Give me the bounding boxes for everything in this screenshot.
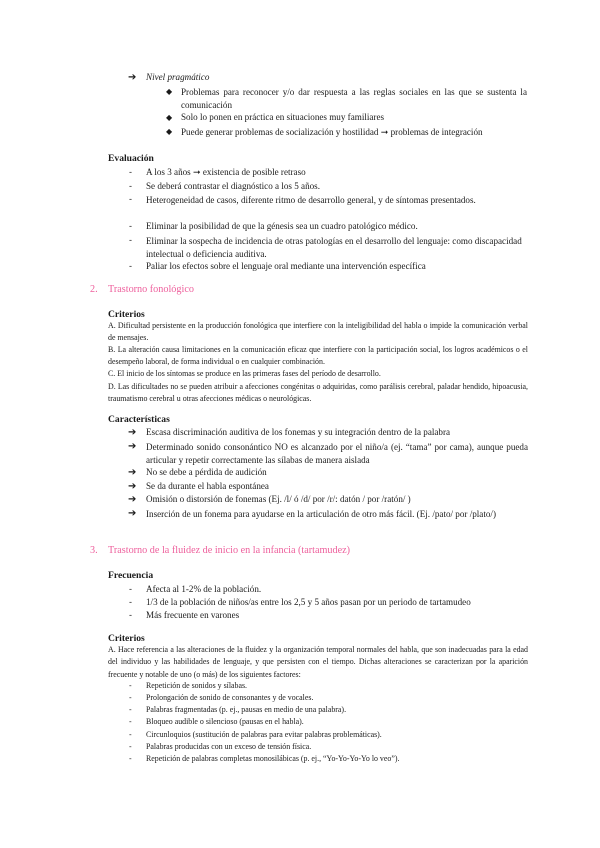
criterio-d: D. Las dificultades no se pueden atribuir a afecciones congénitas o adquiridas, como parálisis cerebral, paladar hendido, hipoacusia, traumatismo cerebral u otras afecciones médicas o neurológicas. [108, 382, 528, 404]
section-2-title: Trastorno fonológico [108, 284, 194, 295]
frecuencia-item-3: Más frecuente en varones [146, 610, 240, 620]
diamond-bullet-icon: ◆ [166, 127, 173, 136]
caracteristica-6: Inserción de un fonema para ayudarse en la articulación de otro más fácil. (Ej. /pato/ por /plato/) [146, 509, 496, 519]
dash-bullet: - [129, 754, 132, 763]
evaluacion-item-3: Heterogeneidad de casos, diferente ritmo de desarrollo general, y de síntomas presentados. [146, 195, 476, 205]
caracteristicas-heading: Características [108, 414, 170, 425]
dash-bullet: - [129, 261, 132, 271]
dash-bullet: - [129, 705, 132, 714]
frecuencia-item-1: Afecta al 1-2% de la población. [146, 584, 262, 594]
arrow-bullet-icon: ➔ [128, 441, 137, 452]
dash-bullet: - [129, 235, 132, 245]
arrow-bullet-icon: ➔ [128, 494, 137, 505]
section-3-criterio-a: A. Hace referencia a las alteraciones de la fluidez y la organización temporal normales del habla, que son inadecuadas para la edad del individuo y las habilidades de lenguaje, y que persisten con el tiempo. Dichas alteraciones se caracterizan por la aparición frecuente y notable de uno (o más) de los siguientes factores: [108, 645, 528, 679]
section-3-number: 3. [90, 545, 98, 556]
dash-bullet: - [129, 693, 132, 702]
evaluacion-heading: Evaluación [108, 153, 154, 164]
dash-bullet: - [129, 597, 132, 607]
pragmatic-item-2: Solo lo ponen en práctica en situaciones muy familiares [181, 112, 385, 122]
section-2-number: 2. [90, 284, 98, 295]
pragmatic-item-3: Puede generar problemas de socialización y hostilidad ➞ problemas de integración [181, 127, 483, 137]
factor-4: Bloqueo audible o silencioso (pausas en el habla). [146, 717, 304, 726]
arrow-bullet-icon: ➔ [128, 467, 137, 478]
arrow-bullet-icon: ➔ [128, 427, 137, 438]
arrow-bullet-icon: ➔ [128, 508, 137, 519]
diamond-bullet-icon: ◆ [166, 87, 173, 96]
arrow-bullet-icon: ➔ [128, 481, 137, 492]
caracteristica-4: Se da durante el habla espontánea [146, 481, 269, 491]
dash-bullet: - [129, 610, 132, 620]
criterio-c: C. El inicio de los síntomas se produce en las primeras fases del período de desarrollo. [108, 369, 381, 378]
factor-6: Palabras producidas con un exceso de tensión física. [146, 742, 312, 751]
diamond-bullet-icon: ◆ [166, 113, 173, 122]
criterio-a: A. Dificultad persistente en la producción fonológica que interfiere con la inteligibilidad del habla o impide la comunicación verbal de mensajes. [108, 321, 528, 343]
dash-bullet: - [129, 181, 132, 191]
factor-3: Palabras fragmentadas (p. ej., pausas en medio de una palabra). [146, 705, 347, 714]
dash-bullet: - [129, 584, 132, 594]
arrow-bullet-icon: ➔ [128, 72, 137, 83]
section-2-criterios-heading: Criterios [108, 309, 145, 320]
evaluacion-item-6: Paliar los efectos sobre el lenguaje oral mediante una intervención específica [146, 261, 426, 271]
factor-1: Repetición de sonidos y sílabas. [146, 681, 248, 690]
frecuencia-item-2: 1/3 de la población de niños/as entre los 2,5 y 5 años pasan por un periodo de tartamudeo [146, 597, 471, 607]
caracteristica-5: Omisión o distorsión de fonemas (Ej. /l/ ó /d/ por /r/: datón / por /ratón/ ) [146, 494, 411, 504]
dash-bullet: - [129, 167, 132, 177]
dash-bullet: - [129, 717, 132, 726]
criterio-b: B. La alteración causa limitaciones en la comunicación eficaz que interfiere con la participación social, los logros académicos o el desempeño laboral, de forma individual o en cualquier combinación. [108, 345, 528, 367]
factor-2: Prolongación de sonido de consonantes y de vocales. [146, 693, 314, 702]
dash-bullet: - [129, 681, 132, 690]
pragmatic-heading [146, 72, 209, 83]
factor-7: Repetición de palabras completas monosilábicas (p. ej., “Yo-Yo-Yo-Yo lo veo”). [146, 754, 400, 763]
caracteristica-3: No se debe a pérdida de audición [146, 467, 267, 477]
evaluacion-item-5: Eliminar la sospecha de incidencia de otras patologías en el desarrollo del lenguaje: como discapacidad intelectual o deficiencia auditiva. [146, 236, 522, 259]
pragmatic-item-1: Problemas para reconocer y/o dar respuesta a las reglas sociales en las que se sustenta la comunicación [181, 87, 527, 110]
pragmatic-heading-em: pragmático [167, 72, 210, 82]
dash-bullet: - [129, 194, 132, 204]
frecuencia-heading: Frecuencia [108, 570, 154, 581]
section-3-title: Trastorno de la fluidez de inicio en la infancia (tartamudez) [108, 545, 351, 556]
evaluacion-item-2: Se deberá contrastar el diagnóstico a los 5 años. [146, 181, 320, 191]
dash-bullet: - [129, 742, 132, 751]
evaluacion-item-4: Eliminar la posibilidad de que la génesis sea un cuadro patológico médico. [146, 221, 418, 231]
evaluacion-item-1: A los 3 años ➞ existencia de posible retraso [146, 167, 306, 177]
section-3-criterios-heading: Criterios [108, 633, 145, 644]
caracteristica-2: Determinado sonido consonántico NO es alcanzado por el niño/a (ej. “tama” por cama), aunque pueda articular y repetir correctamente las sílabas de manera aislada [146, 442, 528, 465]
caracteristica-1: Escasa discriminación auditiva de los fonemas y su integración dentro de la palabra [146, 427, 451, 437]
dash-bullet: - [129, 221, 132, 231]
pragmatic-heading-prefix: Nivel [146, 72, 168, 82]
dash-bullet: - [129, 730, 132, 739]
factor-5: Circunloquios (sustitución de palabras para evitar palabras problemáticas). [146, 730, 382, 739]
